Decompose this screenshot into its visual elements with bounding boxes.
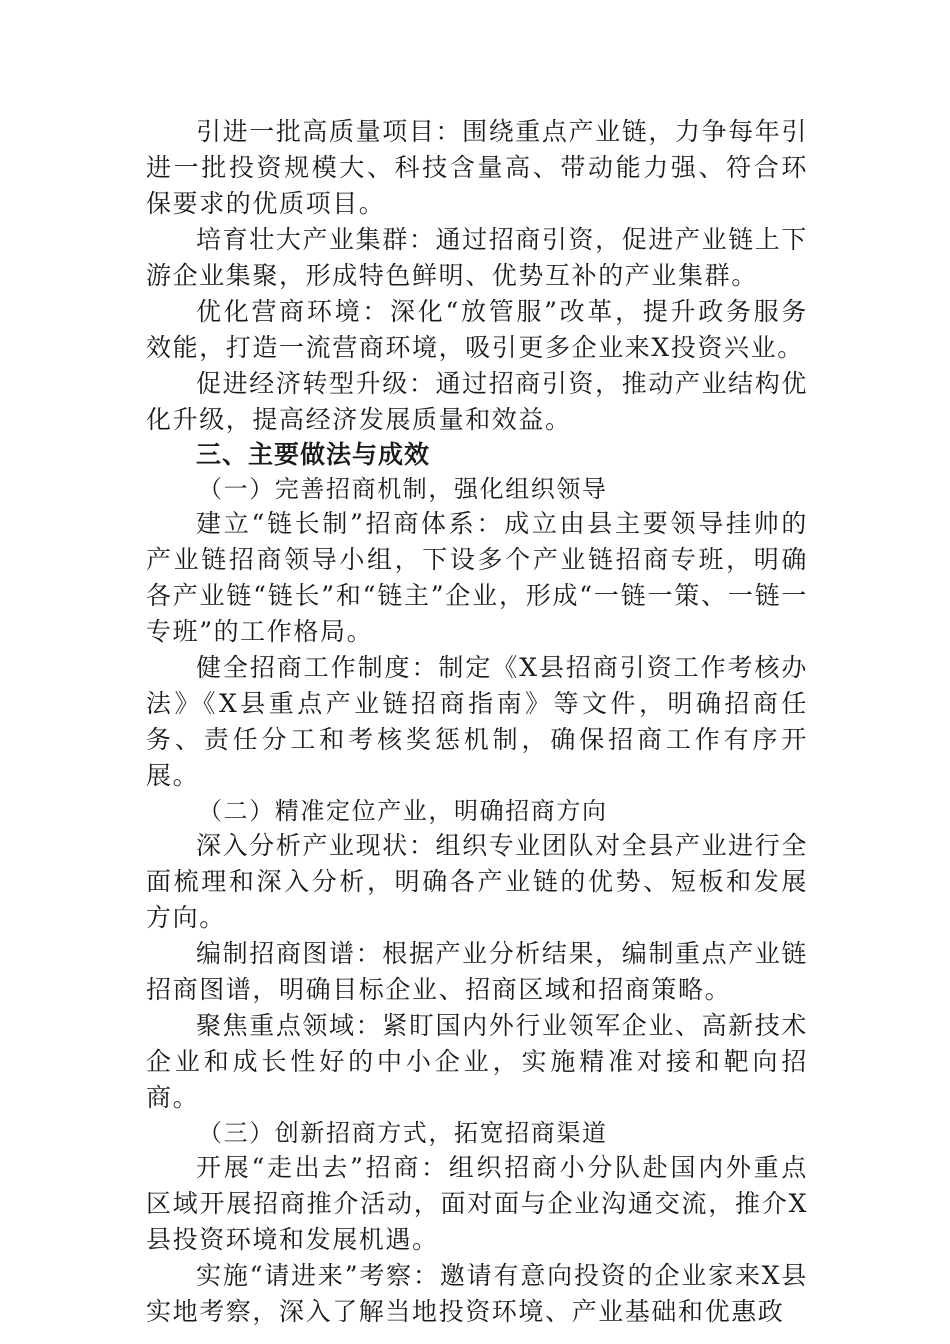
para-chain-leader-system: 建立“链长制”招商体系：成立由县主要领导挂帅的产业链招商领导小组，下设多个产业链招商专班，明确各产业链“链长”和“链主”企业，形成“一链一策、一链一专班”的工作格局。 bbox=[146, 509, 808, 646]
para-industry-cluster: 培育壮大产业集群：通过招商引资，促进产业链上下游企业集聚，形成特色鲜明、优势互补的产业集群。 bbox=[146, 225, 808, 290]
document-page bbox=[146, 114, 808, 1330]
para-investment-map: 编制招商图谱：根据产业分析结果，编制重点产业链招商图谱，明确目标企业、招商区域和招商策略。 bbox=[146, 939, 808, 1004]
para-work-system: 健全招商工作制度：制定《X县招商引资工作考核办法》《X县重点产业链招商指南》等文件，明确招商任务、责任分工和考核奖惩机制，确保招商工作有序开展。 bbox=[146, 653, 808, 790]
para-going-out: 开展“走出去”招商：组织招商小分队赴国内外重点区域开展招商推介活动，面对面与企业沟通交流，推介X县投资环境和发展机遇。 bbox=[146, 1153, 808, 1254]
heading-main-practices: 三、主要做法与成效 bbox=[196, 440, 431, 469]
para-business-environment: 优化营商环境：深化“放管服”改革，提升政务服务效能，打造一流营商环境，吸引更多企业来X投资兴业。 bbox=[146, 297, 808, 362]
para-high-quality-projects: 引进一批高质量项目：围绕重点产业链，力争每年引进一批投资规模大、科技含量高、带动能力强、符合环保要求的优质项目。 bbox=[146, 117, 808, 218]
heading-positioning: （二）精准定位产业，明确招商方向 bbox=[198, 797, 608, 825]
heading-innovation: （三）创新招商方式，拓宽招商渠道 bbox=[198, 1119, 608, 1147]
para-industry-analysis: 深入分析产业现状：组织专业团队对全县产业进行全面梳理和深入分析，明确各产业链的优势、短板和发展方向。 bbox=[146, 831, 808, 932]
para-economic-transformation: 促进经济转型升级：通过招商引资，推动产业结构优化升级，提高经济发展质量和效益。 bbox=[146, 369, 808, 434]
para-key-fields: 聚焦重点领域：紧盯国内外行业领军企业、高新技术企业和成长性好的中小企业，实施精准对接和靶向招商。 bbox=[146, 1011, 808, 1112]
heading-mechanism: （一）完善招商机制，强化组织领导 bbox=[198, 475, 608, 503]
para-inviting-in: 实施“请进来”考察：邀请有意向投资的企业家来X县实地考察，深入了解当地投资环境、产业基础和优惠政 bbox=[146, 1261, 808, 1326]
